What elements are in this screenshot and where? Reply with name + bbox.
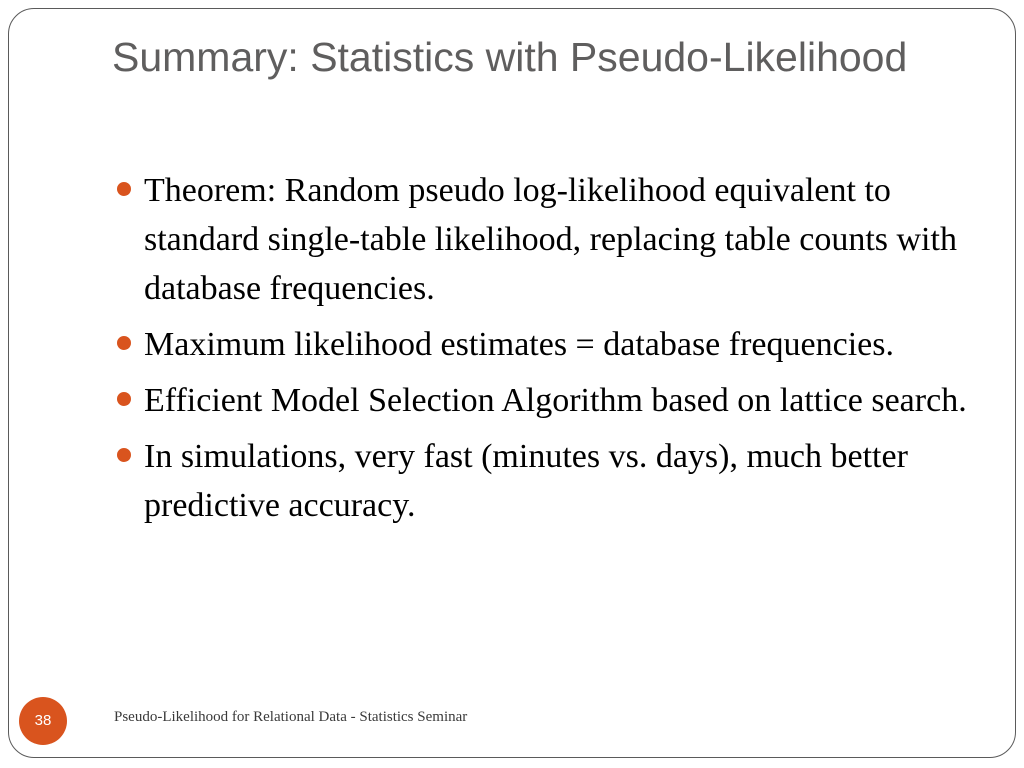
- bullet-text-2: Maximum likelihood estimates = database frequencies.: [144, 326, 894, 363]
- bullet-text-4: In simulations, very fast (minutes vs. days), much better predictive accuracy.: [144, 438, 908, 524]
- bullet-dot-icon: [117, 182, 131, 196]
- page-number-badge: 38: [19, 697, 67, 745]
- bullet-dot-icon: [117, 448, 131, 462]
- bullet-item-4: [114, 432, 974, 530]
- bullet-dot-icon: [117, 336, 131, 350]
- bullet-list: [114, 166, 974, 537]
- bullet-item-3: [114, 376, 974, 425]
- bullet-text-1: Theorem: Random pseudo log-likelihood equivalent to standard single-table likelihood, replacing table counts with database frequencies.: [144, 172, 957, 307]
- slide-title: Summary: Statistics with Pseudo-Likelihood: [112, 34, 908, 80]
- bullet-item-2: [114, 320, 974, 369]
- slide-footer: Pseudo-Likelihood for Relational Data - Statistics Seminar: [114, 709, 468, 725]
- bullet-text-3: Efficient Model Selection Algorithm based on lattice search.: [144, 382, 967, 419]
- bullet-dot-icon: [117, 392, 131, 406]
- bullet-item-1: [114, 166, 974, 313]
